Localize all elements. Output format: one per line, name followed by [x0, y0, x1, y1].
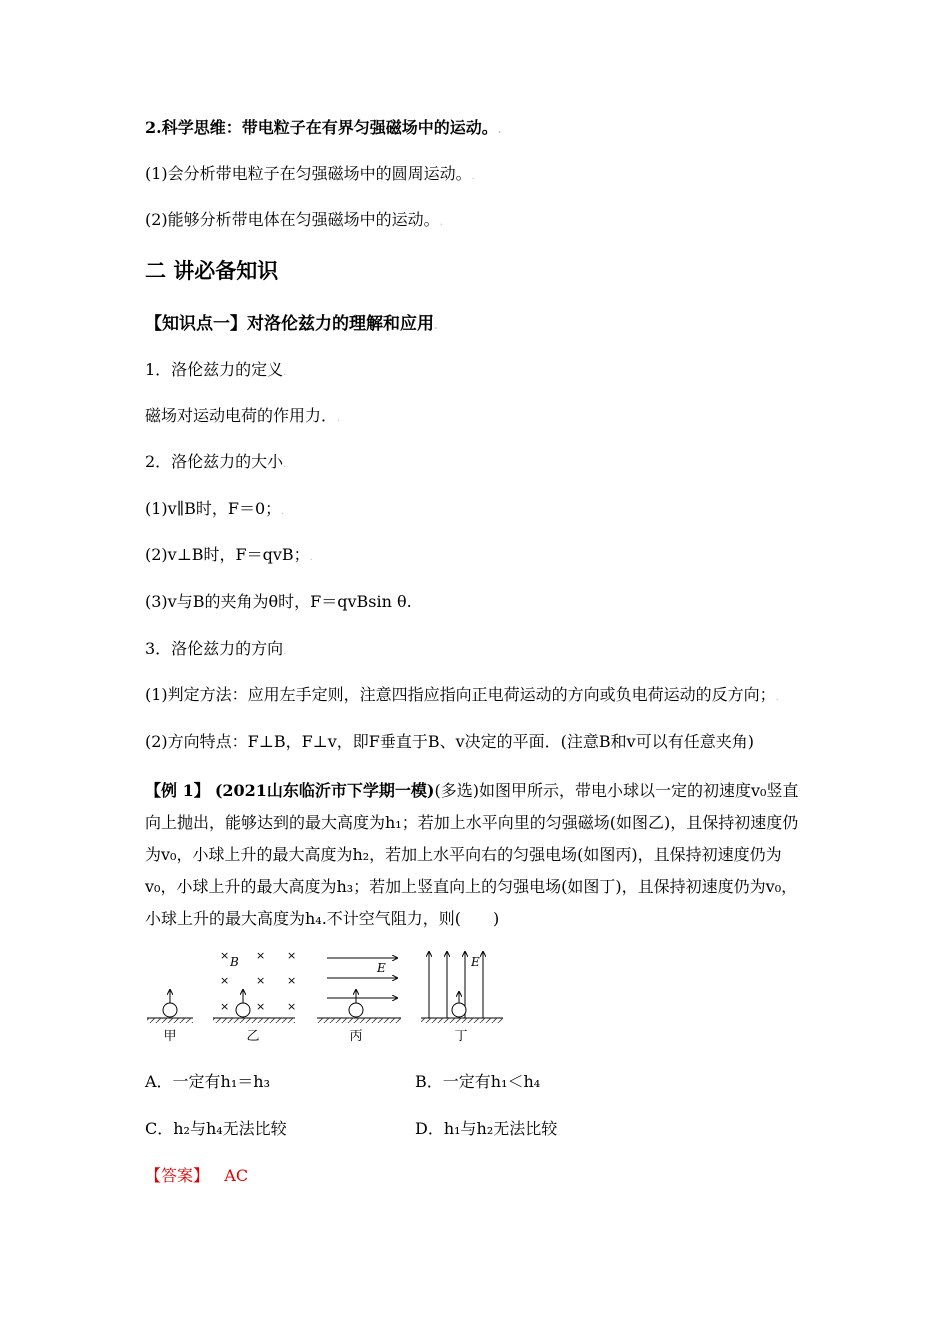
svg-text:×: ×: [220, 1000, 230, 1013]
option-a: A．一定有h₁＝h₃: [145, 1072, 270, 1091]
svg-text:×: ×: [287, 974, 297, 987]
example-source: (2021山东临沂市下学期一模): [214, 781, 435, 800]
svg-text:×: ×: [220, 949, 230, 962]
label-jia: 甲: [163, 1029, 177, 1044]
answer-value: AC: [224, 1166, 249, 1185]
size-title: 2．洛伦兹力的大小.: [145, 452, 287, 471]
svg-text:×: ×: [287, 949, 297, 962]
section2-item1: (1)会分析带电粒子在匀强磁场中的圆周运动。.: [145, 164, 475, 183]
size-case-3: (3)v与B的夹角为θ时，F＝qvBsin θ.: [145, 592, 412, 611]
field-e-label: E: [377, 961, 386, 975]
definition-text: 磁场对运动电荷的作用力．.: [145, 406, 341, 425]
section2-heading: 2.科学思维：带电粒子在有界匀强磁场中的运动。.: [145, 118, 502, 137]
example-1: [145, 775, 807, 935]
svg-text:×: ×: [287, 1000, 297, 1013]
option-b: B．一定有h₁＜h₄: [415, 1072, 541, 1091]
direction-feature: (2)方向特点：F⊥B，F⊥v，即F垂直于B、v决定的平面．(注意B和v可以有任意夹角): [145, 732, 754, 751]
option-c: C．h₂与h₄无法比较: [145, 1119, 287, 1138]
panel-yi: [213, 949, 296, 1044]
svg-text:×: ×: [256, 1000, 266, 1013]
direction-method: (1)判定方法：应用左手定则，注意四指应指向正电荷运动的方向或负电荷运动的反方向；.: [145, 685, 779, 704]
part-title: 二 讲必备知识: [145, 258, 279, 283]
panel-bing: [317, 958, 401, 1044]
field-b-label: B: [230, 955, 239, 969]
section2-item2: (2)能够分析带电体在匀强磁场中的运动。.: [145, 210, 443, 229]
example-figure: [145, 944, 515, 1050]
option-d: D．h₁与h₂无法比较: [415, 1119, 558, 1138]
answer-label: 【答案】: [145, 1166, 210, 1185]
svg-text:×: ×: [256, 949, 266, 962]
example-label: 【例 1】: [145, 781, 210, 800]
knowledge-point-title: 【知识点一】对洛伦兹力的理解和应用.: [145, 314, 438, 334]
panel-ding: [421, 952, 503, 1044]
ball-icon: [452, 1003, 466, 1017]
label-bing: 丙: [349, 1029, 363, 1044]
label-yi: 乙: [246, 1029, 260, 1044]
svg-text:×: ×: [256, 974, 266, 987]
example-text: (多选)如图甲所示，带电小球以一定的初速度v₀竖直向上抛出，能够达到的最大高度为h₁；若加上水平向里的匀强磁场(如图乙)，且保持初速度仍为v₀，小球上升的最大高度为h₂，若加上水平向右的匀强电场(如图丙)，且保持初速度仍为v₀，小球上升的最大高度为h₃；若加上竖直向上的匀强电场(如图丁)，且保持初速度仍为v₀，小球上升的最大高度为h₄.不计空气阻力，则( ): [145, 781, 799, 928]
definition-title: 1．洛伦兹力的定义.: [145, 360, 287, 379]
field-e-label: E: [471, 955, 480, 969]
panel-jia: [147, 990, 193, 1044]
answer: [145, 1166, 248, 1186]
ball-icon: [163, 1003, 177, 1017]
svg-text:×: ×: [220, 974, 230, 987]
label-ding: 丁: [454, 1029, 468, 1044]
size-case-1: (1)v∥B时，F＝0；.: [145, 499, 285, 518]
ball-icon: [349, 1003, 363, 1017]
size-case-2: (2)v⊥B时，F＝qvB；.: [145, 545, 313, 564]
direction-title: 3．洛伦兹力的方向.: [145, 639, 287, 658]
ball-icon: [236, 1003, 250, 1017]
